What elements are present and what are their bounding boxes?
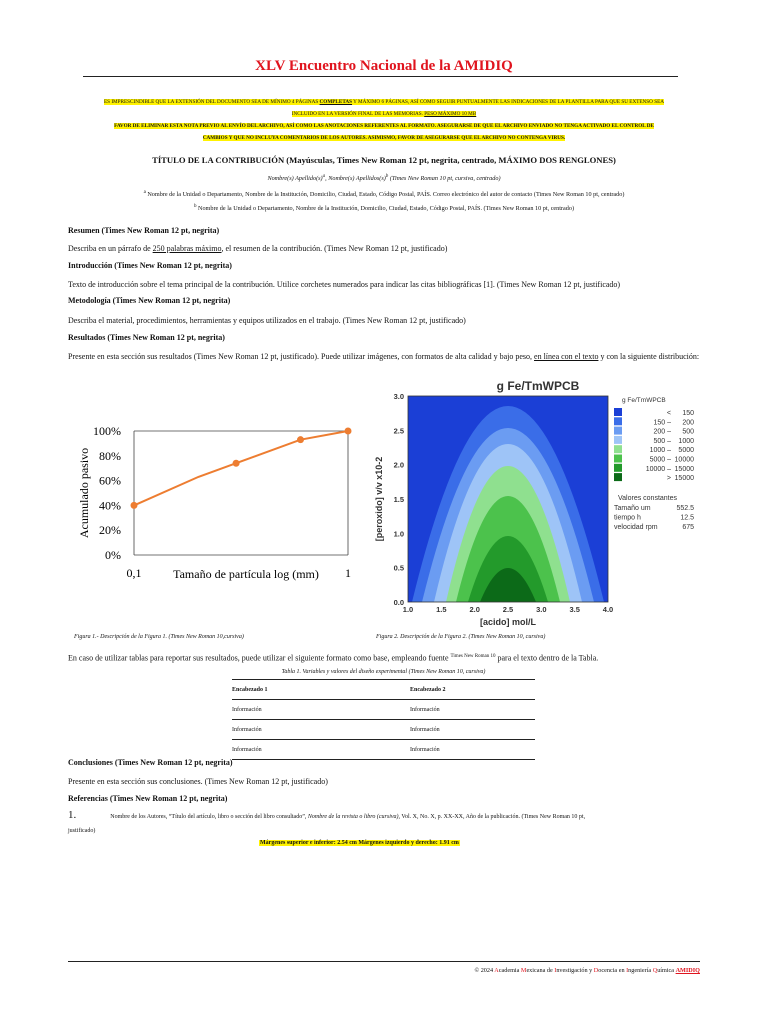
y-tick-label: 80% <box>99 448 121 463</box>
heading-metodologia: Metodología (Times New Roman 12 pt, negrita) <box>68 296 231 305</box>
legend-swatch <box>614 464 622 472</box>
notice-text: INCLUIDO EN LA VERSIÓN FINAL DE LAS MEMORIAS. <box>291 111 423 117</box>
y-tick-label: 0.0 <box>393 598 404 607</box>
constant-label: Tamaño um <box>614 505 651 512</box>
notice-emphasis: COMPLETAS <box>319 99 353 105</box>
metodologia-paragraph: Describa el material, procedimientos, herramientas y equipos utilizados en el trabajo. (Times New Roman 12 pt, justificado) <box>68 316 466 325</box>
y-tick-label: 60% <box>99 473 121 488</box>
footer-brand: AMIDIQ <box>675 967 700 974</box>
legend-range-value: 500 <box>682 428 694 436</box>
reference-number: 1. <box>68 809 77 821</box>
intro-paragraph: Texto de introducción sobre el tema principal de la contribución. Utilice corchetes numerados para indicar las citas bibliográficas [1]. (Times New Roman 12 pt, justificado) <box>68 280 621 289</box>
format-note: (Times New Roman 10 pt, cursiva, centrado) <box>388 175 501 183</box>
y-tick-label: 1.5 <box>393 495 404 504</box>
table-row <box>232 720 535 740</box>
figure-1-caption: Figura 1.- Descripción de la Figura 1. (Times New Roman 10,cursiva) <box>74 634 244 640</box>
legend-range-value: 15000 <box>674 475 694 483</box>
resultados-paragraph <box>68 347 704 366</box>
footer-initial: D <box>593 967 599 974</box>
constant-value: 12.5 <box>680 514 694 522</box>
constant-label: velocidad rpm <box>614 524 658 531</box>
table-cell: Información <box>410 746 440 753</box>
legend-swatch <box>614 427 622 435</box>
figure-1-line-chart <box>68 410 368 590</box>
y-tick-label: 1.0 <box>393 529 404 539</box>
notice-max-size: PESO MÁXIMO 10 MB <box>424 111 477 117</box>
notice-delete-text: CAMBIOS Y QUE NO INCLUYA COMENTARIOS DE LOS AUTORES. ASIMISMO, FAVOR DE ASEGURARSE QUE EL ARCHIVO NO CONTENGA VIRUS. <box>202 135 566 141</box>
series-line <box>134 431 348 505</box>
x-tick-label: 2.0 <box>469 605 480 614</box>
footer-initial: I <box>554 967 557 974</box>
heading-referencias: Referencias (Times New Roman 12 pt, negrita) <box>68 794 228 803</box>
legend-range-value: 10000 <box>674 456 694 464</box>
body-underlined: 250 palabras máximo <box>152 244 222 253</box>
heading-resultados: Resultados (Times New Roman 12 pt, negrita) <box>68 333 225 342</box>
affiliation-text: Nombre de la Unidad o Departamento, Nombre de la Institución, Domicilio, Ciudad, Estado, Código Postal, PAÍS. (Times New Roman 10 pt, centrado) <box>197 205 575 213</box>
legend-range-label: 500 – <box>653 437 671 445</box>
x-axis-label: Tamaño de partícula log (mm) <box>173 567 319 581</box>
heading-introduccion: Introducción (Times New Roman 12 pt, negrita) <box>68 261 232 270</box>
legend-range-value: 5000 <box>678 447 694 455</box>
header-rule <box>83 76 678 77</box>
legend-swatch <box>614 455 622 463</box>
footer-text: cademia <box>498 967 521 974</box>
legend-range-label: 1000 – <box>649 447 671 455</box>
heading-conclusiones: Conclusiones (Times New Roman 12 pt, negrita) <box>68 758 233 767</box>
legend-range-value: 15000 <box>674 465 694 473</box>
affiliation-b <box>66 204 702 212</box>
affiliation-mark: b <box>385 174 389 179</box>
footer-text: nvestigación y <box>556 967 594 974</box>
data-point <box>297 436 304 443</box>
body-underlined: en línea con el texto <box>534 352 599 361</box>
contribution-title: TÍTULO DE LA CONTRIBUCIÓN (Mayúsculas, Times New Roman 12 pt, negrita, centrado, MÁXIMO DOS RENGLONES) <box>152 155 616 165</box>
y-axis-label: [peroxido] v/v x10-2 <box>374 456 384 542</box>
footer-text: © 2024 <box>474 967 495 974</box>
y-tick-label: 100% <box>93 424 121 438</box>
legend-range-label: 10000 – <box>645 465 671 473</box>
reference-text: justificado) <box>68 828 96 834</box>
reference-item <box>68 808 704 838</box>
footer-initial: I <box>626 967 629 974</box>
legend-swatch <box>614 436 622 444</box>
authors-line <box>66 174 702 182</box>
notice-text: Y MÁXIMO 6 PÁGINAS, ASÍ COMO SEGUIR PUNTUALMENTE LAS INDICACIONES DE LA PLANTILLA PARA QUE SU EXTENSO SEA <box>353 99 665 105</box>
table-cell: Información <box>232 726 262 733</box>
x-tick-label: 3.5 <box>569 605 580 614</box>
x-axis-label: [acido] mol/L <box>480 617 536 627</box>
footer <box>474 967 700 974</box>
legend-swatch <box>614 473 622 481</box>
table-cell: Información <box>410 726 440 733</box>
x-tick-label: 3.0 <box>536 605 547 614</box>
notice-delete-text: FAVOR DE ELIMINAR ESTA NOTA PREVIO AL ENVÍO DEL ARCHIVO, ASÍ COMO LAS ANOTACIONES REFERENTES AL FORMATO. ASEGURARSE DE QUE EL ARCHIVO ENVIADO NO TENGA ACTIVADO EL CONTROL DE <box>114 123 654 129</box>
constant-value: 675 <box>682 524 694 531</box>
legend-range-value: 150 <box>682 410 694 417</box>
legend-range-label: 150 – <box>653 419 671 427</box>
x-tick-label: 1.5 <box>436 605 447 614</box>
legend-swatch <box>614 408 622 416</box>
data-point <box>233 460 240 467</box>
table-header: Encabezado 1 <box>232 686 268 693</box>
body-text: para el texto dentro de la Tabla. <box>495 653 599 663</box>
x-tick-label: 1 <box>345 566 351 580</box>
resumen-paragraph <box>68 239 704 258</box>
y-axis-label: Acumulado pasivo <box>77 447 91 539</box>
footer-initial: A <box>494 967 499 974</box>
font-note: Times New Roman 10 <box>450 654 496 659</box>
reference-journal: Nombre de la revista o libro (cursiva) <box>307 814 399 820</box>
template-notice <box>66 96 702 144</box>
constants-title: Valores constantes <box>618 495 678 502</box>
y-tick-label: 40% <box>99 498 121 513</box>
footer-text: exicana de <box>526 967 555 974</box>
figure-2-caption: Figura 2. Descripción de la Figura 2. (Times New Roman 10, cursiva) <box>376 634 546 640</box>
margins-note: Márgenes superior e inferior: 2.54 cm Márgenes izquierdo y derecho: 1.91 cm <box>260 840 459 846</box>
legend-range-value: 200 <box>682 419 694 427</box>
y-tick-label: 0.5 <box>393 563 404 573</box>
author-name: , Nombre(s) Apellidos(s) <box>325 175 386 183</box>
affiliation-mark: a <box>322 174 326 179</box>
table-cell: Información <box>410 706 440 713</box>
legend-range-label: > <box>666 475 671 483</box>
reference-text: Nombre de los Autores, “Título del artículo, libro o sección del libro consultado”, <box>110 814 308 820</box>
body-text: Describa en un párrafo de <box>68 244 153 253</box>
table-header-row <box>232 680 535 700</box>
conclusiones-paragraph: Presente en esta sección sus conclusiones. (Times New Roman 12 pt, justificado) <box>68 777 328 786</box>
footer-text: ocencia en <box>598 967 627 974</box>
legend-range-label: 200 – <box>653 428 671 436</box>
author-name: Nombre(s) Apellido(s) <box>267 175 323 183</box>
legend-range-label: 5000 – <box>649 456 671 464</box>
data-point <box>345 428 352 435</box>
conference-title: XLV Encuentro Nacional de la AMIDIQ <box>255 58 513 74</box>
table-cell: Información <box>232 706 262 713</box>
table-header: Encabezado 2 <box>410 686 446 693</box>
x-tick-label: 1.0 <box>402 605 414 614</box>
y-tick-label: 2.0 <box>393 460 404 470</box>
y-tick-label: 20% <box>99 523 121 538</box>
data-point <box>131 502 138 509</box>
table-caption: Tabla 1. Variables y valores del diseño experimental (Times New Roman 10, cursiva) <box>281 669 486 675</box>
x-tick-label: 0,1 <box>126 566 142 580</box>
affiliation-a <box>66 190 702 198</box>
constant-value: 552.5 <box>676 505 694 512</box>
body-text: Presente en esta sección sus resultados (Times New Roman 12 pt, justificado). Puede utilizar imágenes, con formatos de alta calidad y bajo peso, <box>68 352 535 361</box>
affiliation-mark: b <box>193 204 197 209</box>
reference-text: , Vol. X, No. X, p. XX-XX, Año de la publicación. (Times New Roman 10 pt, <box>398 814 586 820</box>
table-row <box>232 700 535 720</box>
results-table <box>232 679 535 760</box>
notice-text: ES IMPRESCINDIBLE QUE LA EXTENSIÓN DEL DOCUMENTO SEA DE MÍNIMO 4 PÁGINAS <box>103 99 319 105</box>
x-tick-label: 4.0 <box>602 605 614 614</box>
affiliation-mark: a <box>143 190 146 195</box>
legend-title: g Fe/TmWPCB <box>622 397 666 404</box>
footer-text: ngeniería <box>628 967 653 974</box>
body-text: En caso de utilizar tablas para reportar sus resultados, puede utilizar el siguiente formato como base, empleando fuente <box>68 653 451 663</box>
figure-2-contour-plot <box>368 376 702 628</box>
legend-range-label: < <box>666 410 671 417</box>
table-cell: Información <box>232 746 262 753</box>
table-row <box>232 740 535 760</box>
body-text: , el resumen de la contribución. (Times New Roman 12 pt, justificado) <box>221 244 448 253</box>
y-tick-label: 3.0 <box>393 392 404 401</box>
body-text: y con la siguiente distribución: <box>598 352 700 361</box>
y-tick-label: 2.5 <box>393 426 404 436</box>
chart-title: g Fe/TmWPCB <box>496 379 580 393</box>
footer-text: uímica <box>657 967 676 974</box>
y-tick-label: 0% <box>105 548 121 562</box>
affiliation-text: Nombre de la Unidad o Departamento, Nombre de la Institución, Domicilio, Ciudad, Estado, Código Postal, PAÍS. Correo electrónico del autor de contacto (Times New Roman 10 pt, centrado) <box>147 191 625 199</box>
footer-initial: Q <box>652 967 658 974</box>
footer-rule <box>68 961 700 962</box>
footer-initial: M <box>520 967 527 974</box>
legend-range-value: 1000 <box>678 437 694 445</box>
legend-swatch <box>614 417 622 425</box>
heading-resumen: Resumen (Times New Roman 12 pt, negrita) <box>68 226 220 235</box>
legend-swatch <box>614 445 622 453</box>
tables-paragraph <box>68 647 704 668</box>
constant-label: tiempo h <box>614 514 641 522</box>
x-tick-label: 2.5 <box>502 605 514 614</box>
